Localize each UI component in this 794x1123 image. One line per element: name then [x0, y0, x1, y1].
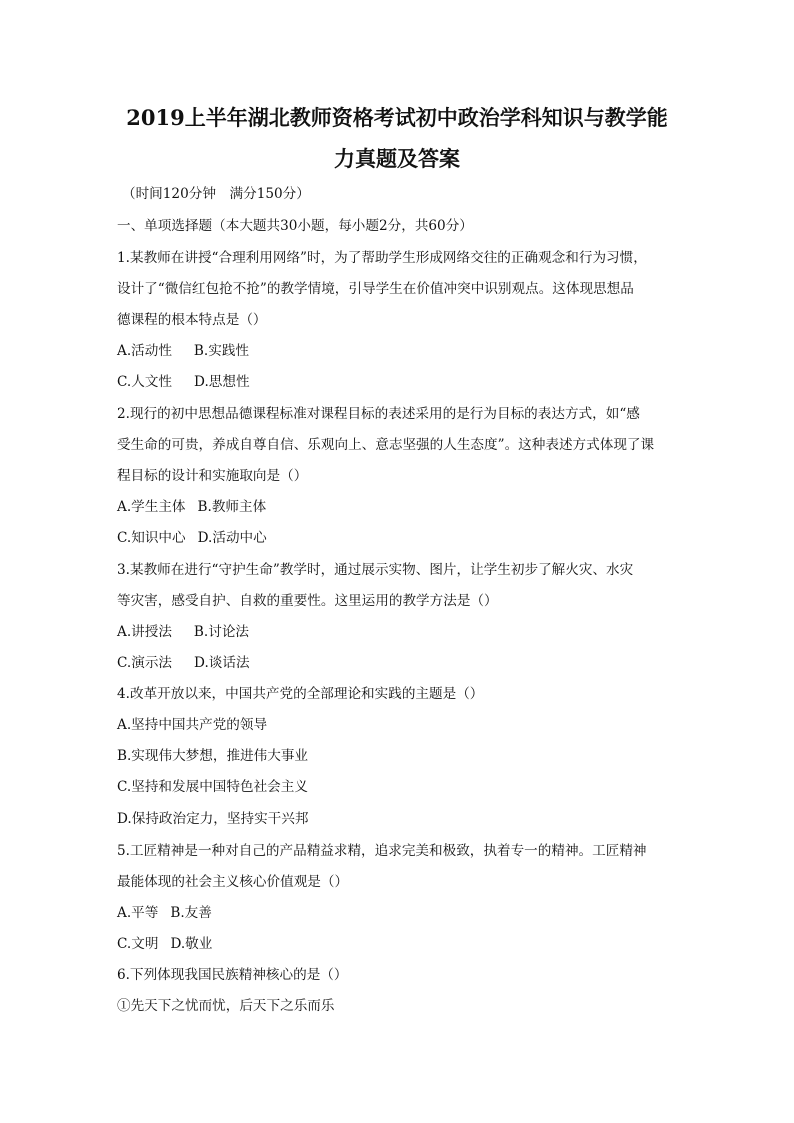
question-3-line-2: 等灾害，感受自护、自救的重要性。这里运用的教学方法是（）: [117, 593, 498, 609]
question-1-line-2: 设计了“微信红包抢不抢”的教学情境，引导学生在价值冲突中识别观点。这体现思想品: [117, 281, 634, 297]
question-2-line-3: 程目标的设计和实施取向是（）: [117, 468, 308, 484]
question-5-options-cd: [117, 935, 212, 953]
question-3-option-b: B.讨论法: [193, 624, 250, 640]
question-5-option-d: D.敬业: [170, 936, 213, 952]
document-title-line-1: 2019上半年湖北教师资格考试初中政治学科知识与教学能: [126, 105, 668, 130]
question-1-line-3: 德课程的根本特点是（）: [117, 312, 267, 328]
question-5-line-1: 5.工匠精神是一种对自己的产品精益求精，追求完美和极致，执着专一的精神。工匠精神: [117, 843, 647, 859]
question-1-option-c: C.人文性: [117, 374, 173, 390]
question-6-line-1: 6.下列体现我国民族精神核心的是（）: [117, 967, 348, 983]
question-4-option-b: B.实现伟大梦想，推进伟大事业: [117, 748, 309, 764]
question-1-line-1: 1.某教师在讲授“合理利用网络”时，为了帮助学生形成网络交往的正确观念和行为习惯，: [117, 250, 647, 266]
question-3-option-a: A.讲授法: [117, 624, 172, 640]
question-1-options-cd: [117, 373, 250, 391]
question-2-option-d: D.活动中心: [197, 530, 267, 546]
question-5-option-b: B.友善: [170, 905, 212, 921]
question-2-option-c: C.知识中心: [117, 530, 186, 546]
question-2-line-2: 受生命的可贵，养成自尊自信、乐观向上、意志坚强的人生态度”。这种表述方式体现了课: [117, 437, 655, 453]
question-5-option-c: C.文明: [117, 936, 159, 952]
question-1-option-d: D.思想性: [194, 374, 250, 390]
question-3-options-cd: [117, 654, 250, 672]
document-title-line-2: 力真题及答案: [334, 146, 460, 171]
question-5-options-ab: [117, 904, 212, 922]
question-1-option-a: A.活动性: [117, 343, 172, 359]
question-5-line-2: 最能体现的社会主义核心价值观是（）: [117, 874, 349, 890]
question-5-option-a: A.平等: [117, 905, 159, 921]
exam-info: （时间120分钟 满分150分）: [122, 186, 310, 202]
question-4-option-c: C.坚持和发展中国特色社会主义: [117, 779, 308, 795]
question-4-line-1: 4.改革开放以来，中国共产党的全部理论和实践的主题是（）: [117, 686, 484, 702]
question-2-line-1: 2.现行的初中思想品德课程标准对课程目标的表述采用的是行为目标的表达方式，如“感: [117, 406, 640, 422]
question-4-option-a: A.坚持中国共产党的领导: [117, 717, 268, 733]
question-2-options-cd: [117, 529, 267, 547]
question-3-line-1: 3.某教师在进行“守护生命”教学时，通过展示实物、图片，让学生初步了解火灾、水灾: [117, 562, 634, 578]
question-3-options-ab: [117, 623, 249, 641]
question-2-option-a: A.学生主体: [117, 499, 186, 515]
question-3-option-c: C.演示法: [117, 655, 173, 671]
question-2-options-ab: [117, 498, 266, 516]
question-6-item-1: ①先天下之忧而忧，后天下之乐而乐: [117, 998, 335, 1014]
question-1-option-b: B.实践性: [193, 343, 250, 359]
question-2-option-b: B.教师主体: [197, 499, 267, 515]
question-1-options-ab: [117, 342, 249, 360]
section-heading: 一、单项选择题（本大题共30小题，每小题2分，共60分）: [117, 218, 473, 234]
question-3-option-d: D.谈话法: [194, 655, 250, 671]
question-4-option-d: D.保持政治定力，坚持实干兴邦: [117, 811, 309, 827]
